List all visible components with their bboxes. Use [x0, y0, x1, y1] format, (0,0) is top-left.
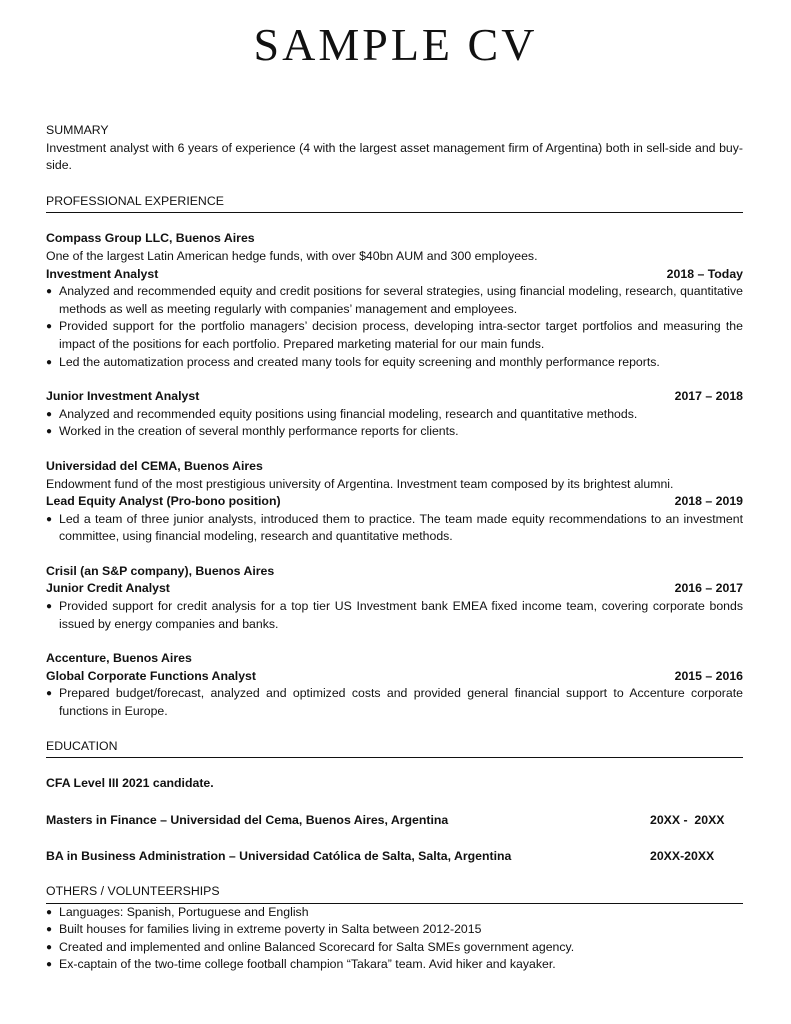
experience-heading: PROFESSIONAL EXPERIENCE [46, 193, 743, 214]
education-row [46, 848, 743, 866]
role-dates: 2017 – 2018 [674, 389, 743, 404]
list-item: ● Led the automatization process and created many tools for equity screening and monthly performance reports. [46, 354, 743, 372]
others-heading: OTHERS / VOLUNTEERSHIPS [46, 883, 743, 904]
employer-accenture: Accenture, Buenos Aires [46, 651, 192, 666]
education-degree: Masters in Finance – Universidad del Cema, Buenos Aires, Argentina [46, 812, 449, 827]
page-title: SAMPLE CV [253, 19, 538, 70]
role-row [46, 266, 743, 284]
summary-text: Investment analyst with 6 years of experience (4 with the largest asset management firm of Argentina) both in sell-side and buy-side. [46, 140, 743, 173]
education-dates: 20XX - 20XX [650, 812, 725, 827]
role-dates: 2018 – Today [666, 266, 743, 281]
education-cfa: CFA Level III 2021 candidate. [46, 776, 214, 791]
role-row [46, 388, 743, 406]
role-row [46, 580, 743, 598]
list-item: ● Ex-captain of the two-time college football champion “Takara” team. Avid hiker and kayaker. [46, 956, 743, 974]
role-dates: 2018 – 2019 [674, 494, 743, 509]
cv-content [46, 122, 743, 974]
list-item: ● Prepared budget/forecast, analyzed and optimized costs and provided general financial support to Accenture corporate functions in Europe. [46, 685, 743, 720]
bullet-list [46, 598, 743, 633]
role-title: Investment Analyst [46, 266, 159, 281]
list-item: ● Analyzed and recommended equity and credit positions for several strategies, using financial modeling, research, quantitative methods as well as meeting regularly with companies’ management and employees. [46, 283, 743, 318]
list-item: ● Built houses for families living in extreme poverty in Salta between 2012-2015 [46, 921, 743, 939]
role-title: Global Corporate Functions Analyst [46, 668, 256, 683]
employer-cema-description: Endowment fund of the most prestigious university of Argentina. Investment team composed by its brightest alumni. [46, 476, 674, 491]
role-dates: 2015 – 2016 [674, 668, 743, 683]
list-item: ● Led a team of three junior analysts, introduced them to practice. The team made equity recommendations to an investment committee, using financial modeling, research and quantitative methods. [46, 511, 743, 546]
list-item: ● Analyzed and recommended equity positions using financial modeling, research and quantitative methods. [46, 406, 743, 424]
role-row [46, 493, 743, 511]
bullet-list [46, 511, 743, 546]
role-title: Junior Investment Analyst [46, 389, 200, 404]
employer-compass: Compass Group LLC, Buenos Aires [46, 231, 255, 246]
employer-compass-description: One of the largest Latin American hedge funds, with over $40bn AUM and 300 employees. [46, 248, 538, 263]
role-row [46, 668, 743, 686]
list-item: ● Provided support for the portfolio managers’ decision process, developing intra-sector target portfolios and measuring the impact of the positions for each portfolio. Prepared marketing material for our main funds. [46, 318, 743, 353]
bullet-list [46, 685, 743, 720]
role-dates: 2016 – 2017 [674, 581, 743, 596]
list-item: ● Languages: Spanish, Portuguese and English [46, 904, 743, 922]
education-heading: EDUCATION [46, 738, 743, 759]
employer-crisil: Crisil (an S&P company), Buenos Aires [46, 563, 275, 578]
role-title: Lead Equity Analyst (Pro-bono position) [46, 494, 281, 509]
bullet-list [46, 406, 743, 441]
bullet-list [46, 904, 743, 974]
list-item: ● Created and implemented and online Balanced Scorecard for Salta SMEs government agency. [46, 939, 743, 957]
education-dates: 20XX-20XX [650, 849, 715, 864]
bullet-list [46, 283, 743, 371]
list-item: ● Worked in the creation of several monthly performance reports for clients. [46, 423, 743, 441]
employer-cema: Universidad del CEMA, Buenos Aires [46, 458, 263, 473]
summary-heading: SUMMARY [46, 123, 109, 137]
role-title: Junior Credit Analyst [46, 581, 170, 596]
education-degree: BA in Business Administration – Universidad Católica de Salta, Salta, Argentina [46, 849, 512, 864]
education-row [46, 812, 743, 830]
list-item: ● Provided support for credit analysis for a top tier US Investment bank EMEA fixed income team, covering corporate bonds issued by energy companies and banks. [46, 598, 743, 633]
